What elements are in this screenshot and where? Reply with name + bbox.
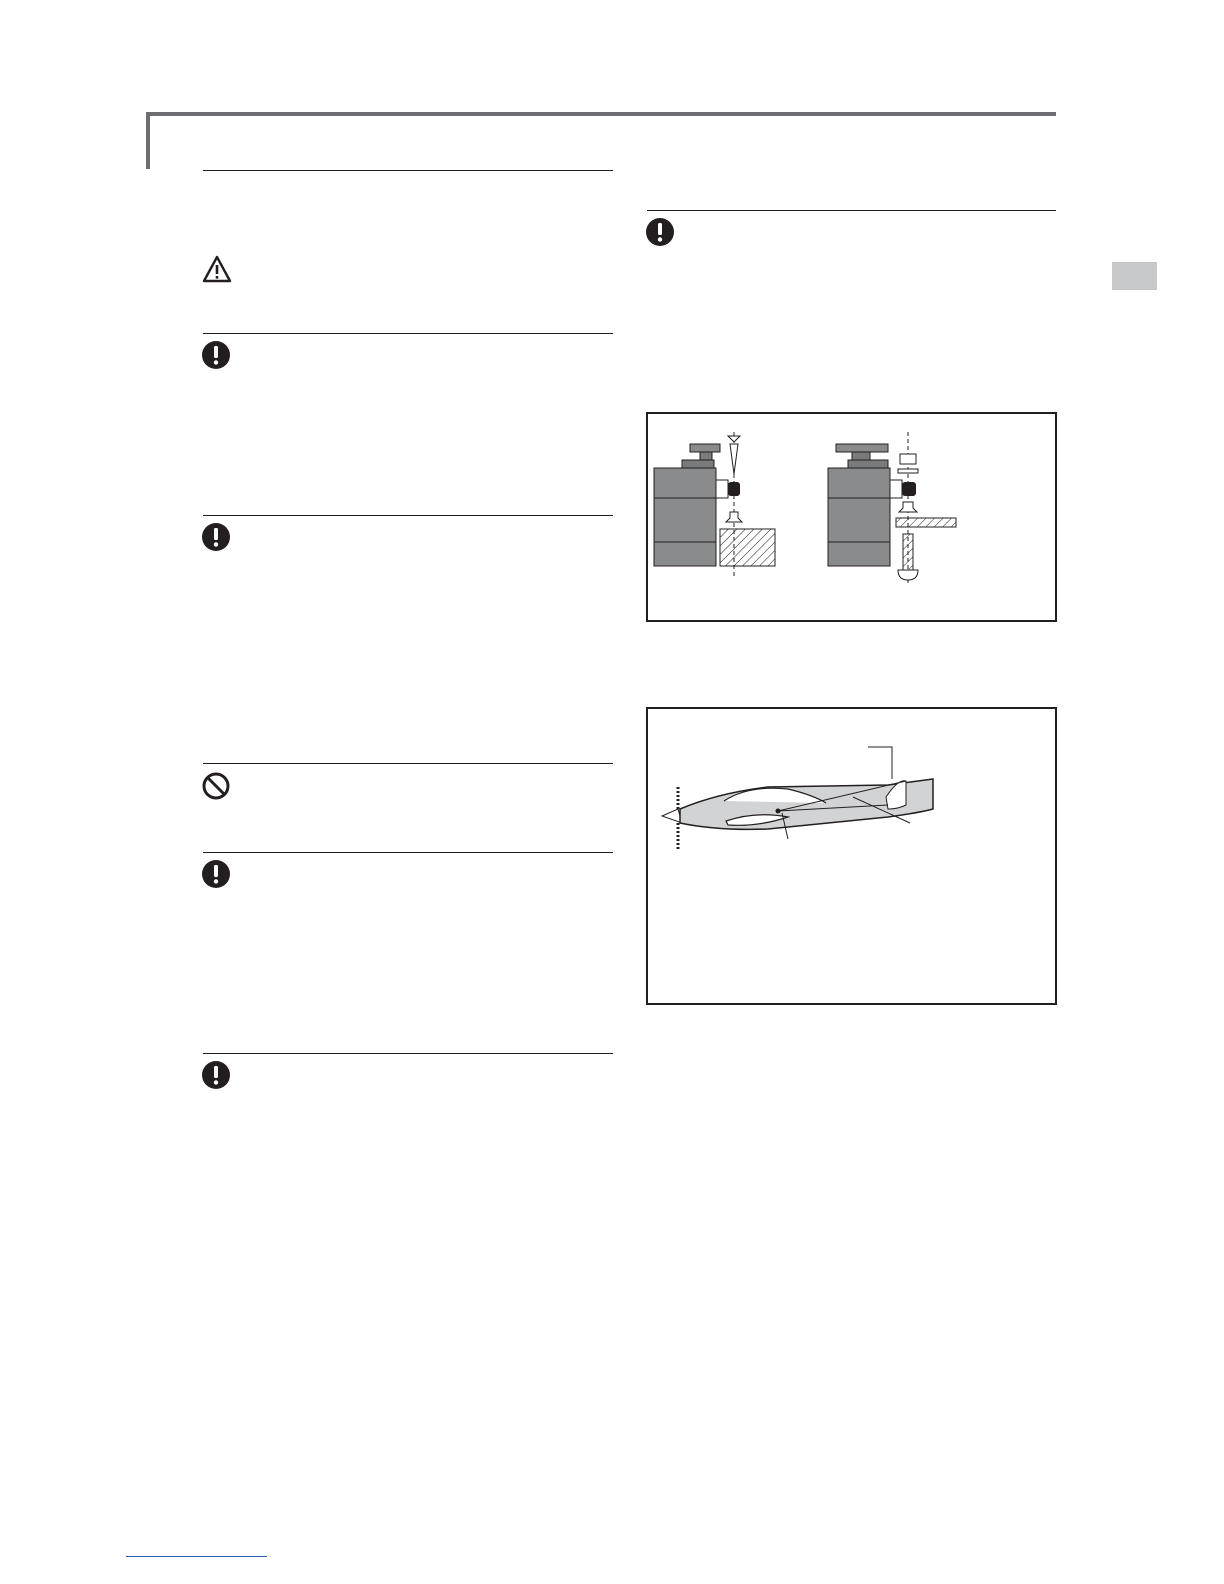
servo-mounting-drawing — [648, 414, 1055, 620]
section-title-bar-left — [146, 112, 150, 169]
servo-mounting-figure — [646, 412, 1057, 622]
section-title-bar — [146, 112, 1056, 116]
wood-block — [720, 529, 775, 566]
airplane-cable-routing-figure — [646, 707, 1057, 1005]
section-divider — [203, 515, 613, 516]
propeller — [662, 787, 682, 849]
section-divider — [203, 170, 613, 171]
section-divider — [203, 333, 613, 334]
mandatory-exclamation-icon — [201, 340, 231, 370]
servo-point — [776, 809, 781, 814]
callout-line — [868, 747, 892, 779]
mandatory-exclamation-icon — [645, 217, 675, 247]
footer-link-underline[interactable] — [126, 1556, 267, 1557]
section-divider — [203, 1053, 613, 1054]
prohibition-icon — [201, 771, 231, 801]
machine-screw-assembly — [896, 432, 956, 586]
airplane-drawing — [648, 709, 1055, 1003]
section-divider — [203, 763, 613, 764]
section-divider — [203, 852, 613, 853]
mandatory-exclamation-icon — [201, 522, 231, 552]
section-divider — [647, 210, 1056, 211]
mandatory-exclamation-icon — [201, 859, 231, 889]
chapter-side-tab — [1112, 262, 1157, 290]
warning-triangle-icon — [202, 254, 232, 284]
mandatory-exclamation-icon — [201, 1060, 231, 1090]
